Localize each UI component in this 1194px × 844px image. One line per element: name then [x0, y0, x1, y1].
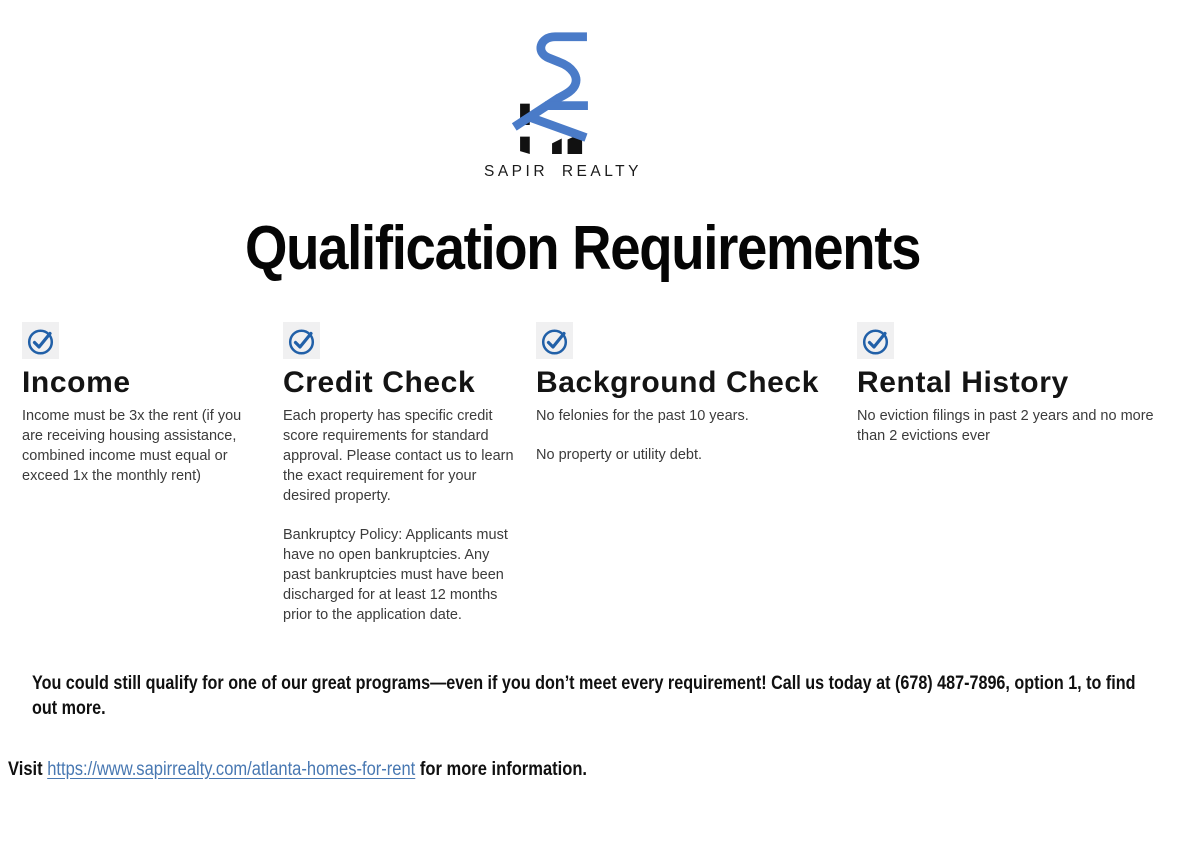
check-circle-icon [283, 322, 320, 359]
cta-text: You could still qualify for one of our great programs—even if you don’t meet every requirement! Call us today at (678) 487-7896, option 1, to find out more. [32, 673, 1136, 719]
requirement-heading: Income [22, 366, 131, 399]
sapir-realty-logo-icon [510, 30, 598, 156]
check-circle-icon [22, 322, 59, 359]
footer-prefix: Visit [8, 759, 48, 780]
requirement-text: No property or utility debt. [536, 447, 703, 463]
requirement-column-rental-history [857, 322, 1179, 625]
logo [484, 30, 642, 181]
brand-name: SAPIR REALTY [484, 163, 642, 180]
requirement-column-income [22, 322, 262, 625]
requirements-section [22, 322, 1179, 625]
requirement-column-background-check [536, 322, 836, 625]
requirement-text: Each property has specific credit score requirements for standard approval. Please contact us to learn the exact requirement for your desired property. [283, 408, 514, 504]
requirement-column-credit-check [283, 322, 515, 625]
requirement-heading: Rental History [857, 366, 1069, 399]
footer-suffix: for more information. [415, 759, 588, 780]
requirement-heading: Background Check [536, 366, 819, 399]
check-circle-icon [536, 322, 573, 359]
page-title: Qualification Requirements [245, 214, 921, 283]
footer-link[interactable]: https://www.sapirrealty.com/atlanta-homes-for-rent [47, 759, 416, 780]
requirement-text: Bankruptcy Policy: Applicants must have no open bankruptcies. Any past bankruptcies must have been discharged for at least 12 months prior to the application date. [283, 527, 508, 623]
check-circle-icon [857, 322, 894, 359]
requirement-text: No felonies for the past 10 years. [536, 408, 749, 424]
requirement-text: Income must be 3x the rent (if you are receiving housing assistance, combined income must equal or exceed 1x the monthly rent) [22, 408, 242, 484]
requirement-heading: Credit Check [283, 366, 476, 399]
requirement-text: No eviction filings in past 2 years and no more than 2 evictions ever [857, 408, 1154, 444]
footer-info [8, 758, 791, 782]
